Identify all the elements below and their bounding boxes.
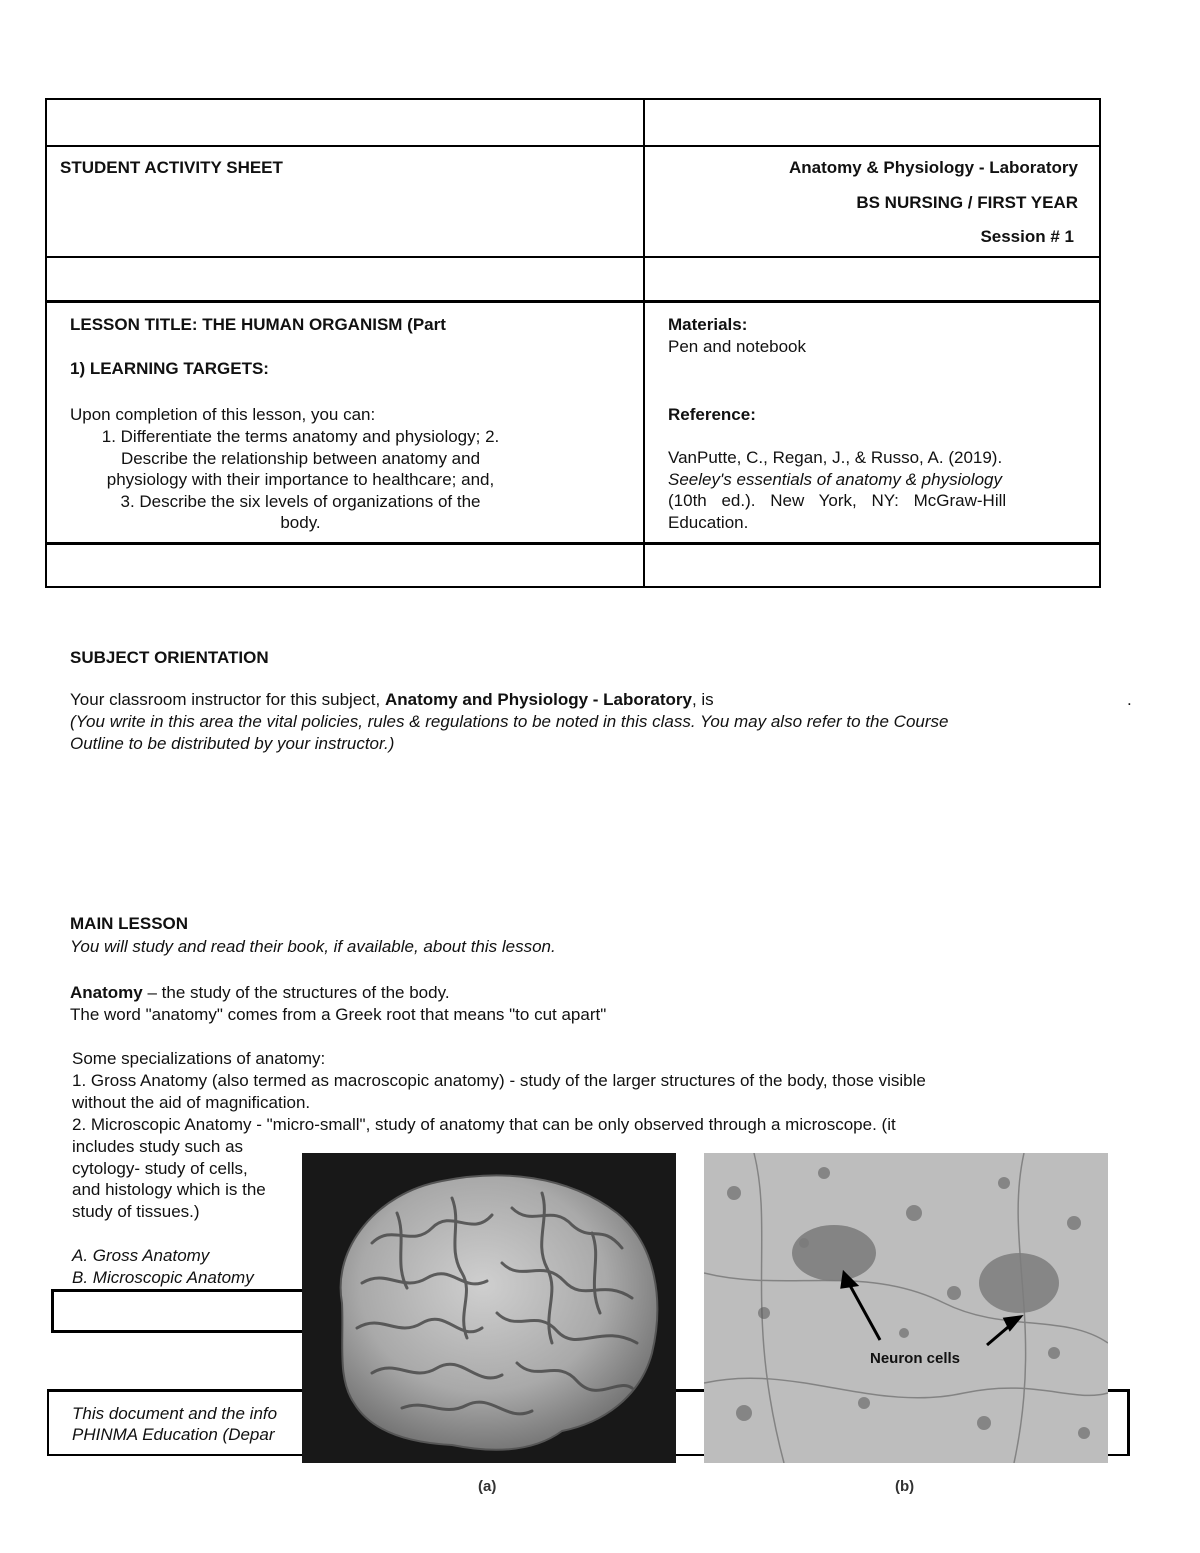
brain-image xyxy=(302,1153,676,1463)
answer-box xyxy=(51,1289,311,1333)
specialization-line: and histology which is the xyxy=(72,1180,266,1199)
anatomy-definition xyxy=(70,982,450,1004)
reference-book-title: Seeley's essentials of anatomy & physiology xyxy=(668,469,1002,489)
table-row-divider xyxy=(47,256,1099,258)
label-microscopic-anatomy: B. Microscopic Anatomy xyxy=(72,1268,254,1287)
specializations-heading: Some specializations of anatomy: xyxy=(72,1049,326,1068)
learning-target-line: Describe the relationship between anatomy and xyxy=(120,448,481,468)
instructor-line-suffix: , is xyxy=(691,690,714,709)
reference-line: (10th ed.). New York, NY: McGraw-Hill xyxy=(668,491,1007,510)
figure-caption-a: (a) xyxy=(478,1478,497,1495)
instructor-line-end: . xyxy=(1127,690,1132,709)
brain-illustration xyxy=(302,1153,676,1463)
reference-citation xyxy=(668,447,1078,533)
subject-orientation-heading: SUBJECT ORIENTATION xyxy=(70,648,269,667)
learning-target-line: body. xyxy=(280,513,321,532)
neuron-cells-label: Neuron cells xyxy=(870,1350,961,1367)
materials-text: Pen and notebook xyxy=(668,337,807,356)
table-row-divider xyxy=(47,145,1099,147)
figure-caption-b: (b) xyxy=(895,1478,915,1495)
lesson-title: LESSON TITLE: THE HUMAN ORGANISM (Part xyxy=(70,315,446,334)
anatomy-term: Anatomy xyxy=(70,983,143,1002)
specialization-line: without the aid of magnification. xyxy=(72,1093,311,1112)
specialization-line: study of tissues.) xyxy=(72,1202,200,1221)
table-row-divider xyxy=(47,542,1099,545)
materials-heading: Materials: xyxy=(668,315,748,334)
subject-name: Anatomy and Physiology - Laboratory xyxy=(384,690,692,709)
instructor-line-prefix: Your classroom instructor for this subject, xyxy=(70,690,385,709)
learning-targets-heading: 1) LEARNING TARGETS: xyxy=(70,359,269,378)
session-number: Session # 1 xyxy=(980,227,1074,246)
reference-line: Education. xyxy=(668,512,749,532)
anatomy-origin: The word "anatomy" comes from a Greek root that means "to cut apart" xyxy=(70,1005,607,1024)
anatomy-def-text: – the study of the structures of the body. xyxy=(142,983,450,1002)
orientation-note: Outline to be distributed by your instructor.) xyxy=(70,734,395,753)
specialization-line: 1. Gross Anatomy (also termed as macroscopic anatomy) - study of the larger structures of the body, those visible xyxy=(72,1071,926,1090)
main-lesson-heading: MAIN LESSON xyxy=(70,914,189,933)
orientation-note: (You write in this area the vital policies, rules & regulations to be noted in this class. You may also refer to the Course xyxy=(70,712,949,731)
neuron-illustration xyxy=(704,1153,1108,1463)
learning-target-line: physiology with their importance to healthcare; and, xyxy=(106,470,495,489)
specialization-line: cytology- study of cells, xyxy=(72,1159,248,1178)
instructor-line xyxy=(70,689,714,711)
reference-line: VanPutte, C., Regan, J., & Russo, A. (2019). xyxy=(668,448,1003,467)
reference-heading: Reference: xyxy=(668,405,756,424)
footer-line: PHINMA Education (Depar xyxy=(72,1425,275,1444)
specialization-line: 2. Microscopic Anatomy - "micro-small", study of anatomy that can be only observed through a microscope. (it xyxy=(72,1115,896,1134)
table-row-divider xyxy=(47,300,1099,303)
label-gross-anatomy: A. Gross Anatomy xyxy=(72,1246,210,1265)
neuron-micrograph xyxy=(704,1153,1108,1463)
learning-target-line: 3. Describe the six levels of organizations of the xyxy=(120,491,481,511)
table-column-divider xyxy=(643,100,645,586)
learning-targets-intro: Upon completion of this lesson, you can: xyxy=(70,405,376,424)
footer-line: This document and the info xyxy=(72,1404,278,1423)
main-lesson-subheading: You will study and read their book, if available, about this lesson. xyxy=(70,937,556,956)
specialization-line: includes study such as xyxy=(72,1137,244,1156)
sheet-title: STUDENT ACTIVITY SHEET xyxy=(60,158,283,177)
course-name: Anatomy & Physiology - Laboratory xyxy=(788,158,1078,177)
learning-targets-list xyxy=(48,426,553,534)
program-name: BS NURSING / FIRST YEAR xyxy=(856,193,1078,212)
learning-target-line: 1. Differentiate the terms anatomy and physiology; 2. xyxy=(101,427,500,446)
